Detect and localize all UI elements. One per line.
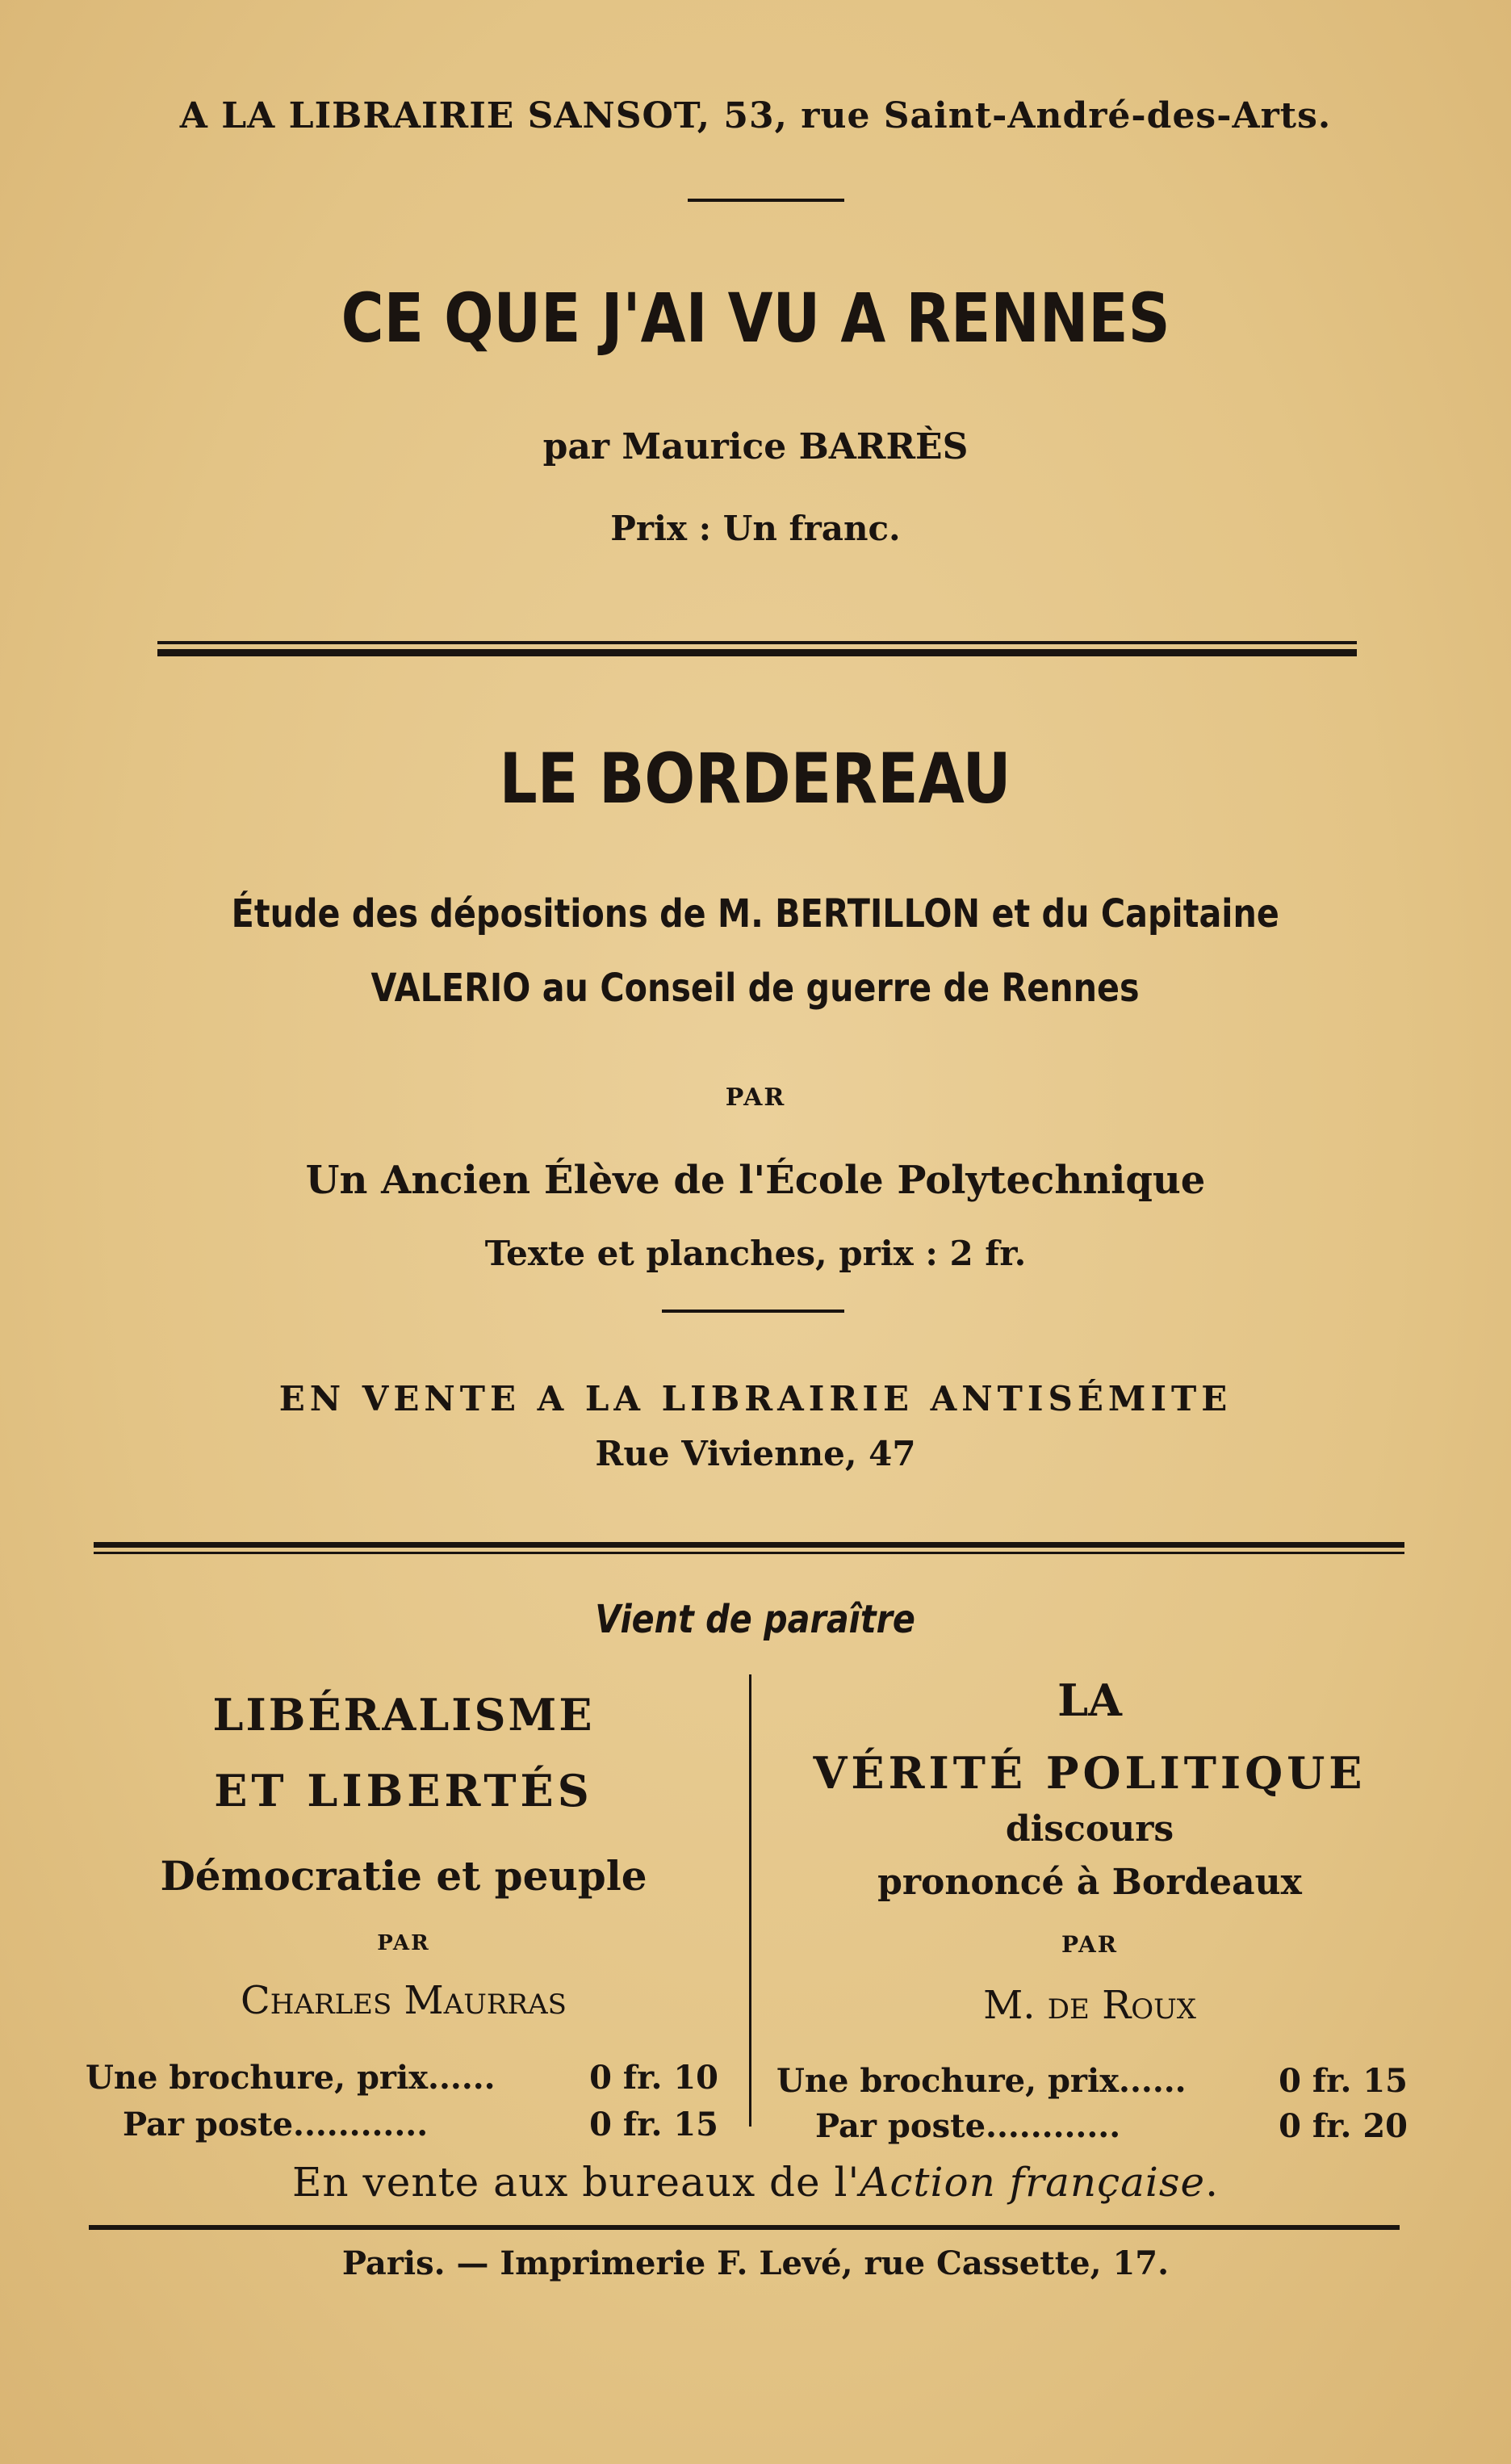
left-par: PAR bbox=[377, 1931, 430, 1955]
right-post-label: Par poste............ bbox=[815, 2107, 1121, 2145]
left-post-label: Par poste............ bbox=[123, 2106, 429, 2143]
double-rule-bottom bbox=[157, 649, 1357, 656]
column-divider bbox=[749, 1674, 751, 2127]
left-author: Charles Maurras bbox=[241, 1978, 567, 2023]
book1-title: CE QUE J'AI VU A RENNES bbox=[341, 279, 1170, 358]
new-release-sale-line: En vente aux bureaux de l'Action française. bbox=[291, 2159, 1220, 2206]
right-title-line2: VÉRITÉ POLITIQUE bbox=[813, 1747, 1367, 1799]
book2-title: LE BORDEREAU bbox=[499, 739, 1012, 819]
book2-sale-line1: EN VENTE A LA LIBRAIRIE ANTISÉMITE bbox=[278, 1379, 1233, 1418]
book1-author-line: par Maurice BARRÈS bbox=[542, 426, 969, 467]
left-price-value: 0 fr. 10 bbox=[589, 2059, 718, 2097]
right-subtitle1: discours bbox=[1005, 1808, 1174, 1850]
heavy-rule-top bbox=[94, 1542, 1404, 1548]
footer-rule bbox=[89, 2225, 1400, 2230]
book2-subtitle-line2: VALERIO au Conseil de guerre de Rennes bbox=[370, 966, 1141, 1011]
left-price-label: Une brochure, prix...... bbox=[86, 2059, 496, 2097]
publisher-line: A LA LIBRAIRIE SANSOT, 53, rue Saint-André-des-Arts. bbox=[179, 95, 1332, 136]
heavy-rule-bottom bbox=[94, 1552, 1404, 1554]
new-release-heading: Vient de paraître bbox=[595, 1597, 916, 1642]
right-subtitle2: prononcé à Bordeaux bbox=[877, 1862, 1302, 1903]
left-subtitle: Démocratie et peuple bbox=[160, 1852, 647, 1900]
book2-par: PAR bbox=[725, 1083, 786, 1112]
book2-sale-line2: Rue Vivienne, 47 bbox=[595, 1434, 916, 1473]
left-title-line2: ET LIBERTÉS bbox=[214, 1765, 593, 1817]
short-divider-2 bbox=[662, 1310, 844, 1313]
right-title-line1: LA bbox=[1057, 1674, 1122, 1726]
left-post-value: 0 fr. 15 bbox=[589, 2106, 718, 2143]
right-author: M. de Roux bbox=[983, 1983, 1196, 2028]
right-par: PAR bbox=[1061, 1931, 1118, 1958]
right-price-label: Une brochure, prix...... bbox=[776, 2062, 1187, 2100]
footer-printer: Paris. — Imprimerie F. Levé, rue Cassette, 17. bbox=[341, 2244, 1170, 2282]
book2-author: Un Ancien Élève de l'École Polytechnique bbox=[305, 1158, 1206, 1203]
short-divider bbox=[688, 199, 844, 202]
right-post-value: 0 fr. 20 bbox=[1279, 2107, 1408, 2145]
right-price-value: 0 fr. 15 bbox=[1279, 2062, 1408, 2100]
book2-price: Texte et planches, prix : 2 fr. bbox=[484, 1234, 1027, 1273]
book1-price: Prix : Un franc. bbox=[610, 509, 901, 548]
double-rule-top bbox=[157, 641, 1357, 644]
book2-subtitle-line1: Étude des dépositions de M. BERTILLON et du Capitaine bbox=[231, 891, 1280, 937]
left-title-line1: LIBÉRALISME bbox=[212, 1689, 595, 1741]
